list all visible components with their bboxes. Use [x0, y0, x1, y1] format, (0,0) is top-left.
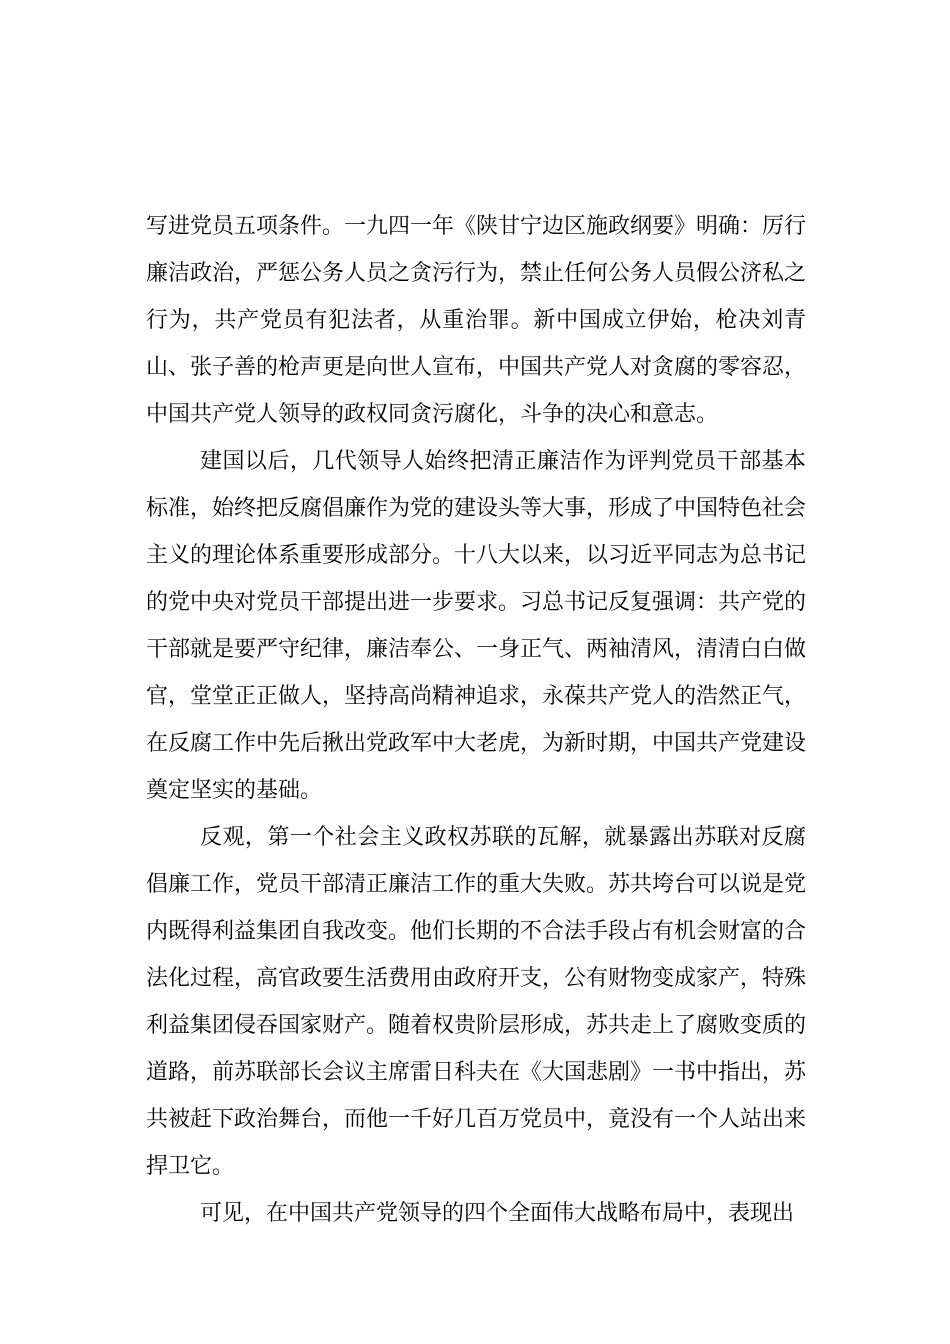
paragraph-1: 写进党员五项条件。一九四一年《陕甘宁边区施政纲要》明确：厉行廉洁政治，严惩公务人员之贪污行为，禁止任何公务人员假公济私之行为，共产党员有犯法者，从重治罪。新中国成立伊始，枪决刘青山、张子善的枪声更是向世人宣布，中国共产党人对贪腐的零容忍，中国共产党人领导的政权同贪污腐化，斗争的决心和意志。	[146, 214, 807, 427]
paragraph-2: 建国以后，几代领导人始终把清正廉洁作为评判党员干部基本标准，始终把反腐倡廉作为党的建设头等大事，形成了中国特色社会主义的理论体系重要形成部分。十八大以来，以习近平同志为总书记的党中央对党员干部提出进一步要求。习总书记反复强调：共产党的干部就是要严守纪律，廉洁奉公、一身正气、两袖清风，清清白白做官，堂堂正正做人，坚持高尚精神追求，永葆共产党人的浩然正气，在反腐工作中先后揪出党政军中大老虎，为新时期，中国共产党建设奠定坚实的基础。	[146, 449, 807, 803]
paragraph-3: 反观，第一个社会主义政权苏联的瓦解，就暴露出苏联对反腐倡廉工作，党员干部清正廉洁工作的重大失败。苏共垮台可以说是党内既得利益集团自我改变。他们长期的不合法手段占有机会财富的合法化过程，高官政要生活费用由政府开支，公有财物变成家产，特殊利益集团侵吞国家财产。随着权贵阶层形成，苏共走上了腐败变质的道路，前苏联部长会议主席雷日科夫在《大国悲剧》一书中指出，苏共被赶下政治舞台，而他一千好几百万党员中，竟没有一个人站出来捍卫它。	[146, 825, 807, 1179]
document-body	[146, 203, 806, 1237]
paragraph-4: 可见，在中国共产党领导的四个全面伟大战略布局中，表现出	[200, 1201, 795, 1226]
